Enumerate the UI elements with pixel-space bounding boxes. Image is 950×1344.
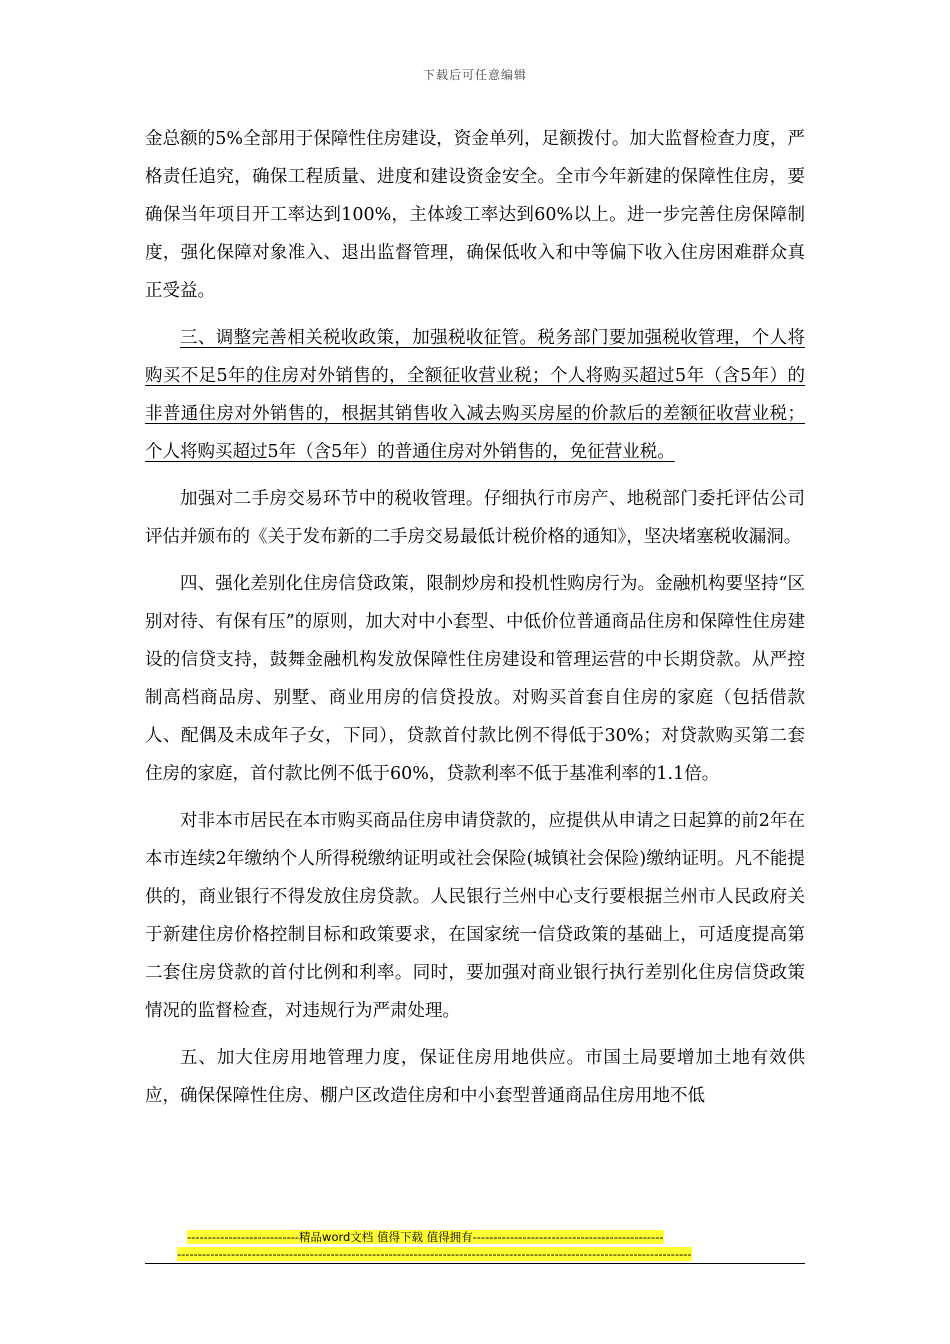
paragraph-section-four-credit-policy: 四、强化差别化住房信贷政策，限制炒房和投机性购房行为。金融机构要坚持“区别对待、有保有压”的原则，加大对中小套型、中低价位普通商品住房和保障性住房建设的信贷支持，鼓舞金融机构发放保障性住房建设和管理运营的中长期贷款。从严控制高档商品房、别墅、商业用房的信贷投放。对购买首套自住房的家庭（包括借款人、配偶及未成年子女，下同），贷款首付款比例不得低于30%；对贷款购买第二套住房的家庭，首付款比例不低于60%，贷款利率不低于基准利率的1.1倍。 bbox=[145, 574, 805, 784]
page-header: 下载后可任意编辑 bbox=[422, 68, 527, 82]
paragraph-section-three-tax-policy: 三、调整完善相关税收政策，加强税收征管。税务部门要加强税收管理，个人将购买不足5年的住房对外销售的，全额征收营业税；个人将购买超过5年（含5年）的非普通住房对外销售的，根据其销售收入减去购买房屋的价款后的差额征收营业税；个人将购买超过5年（含5年）的普通住房对外销售的，免征营业税。 bbox=[145, 328, 805, 462]
footer-banner-line-1 bbox=[187, 1229, 807, 1246]
footer-banner bbox=[145, 1229, 805, 1263]
footer-banner-text-1: ---------------------------精品word文档 值得下载 值得拥有---------------------------------------------- bbox=[187, 1230, 664, 1244]
paragraph-second-hand-housing-tax: 加强对二手房交易环节中的税收管理。仔细执行市房产、地税部门委托评估公司评估并颁布的《关于发布新的二手房交易最低计税价格的通知》，坚决堵塞税收漏洞。 bbox=[145, 489, 805, 547]
paragraph-housing-funds: 金总额的5%全部用于保障性住房建设，资金单列，足额拨付。加大监督检查力度，严格责任追究，确保工程质量、进度和建设资金安全。全市今年新建的保障性住房，要确保当年项目开工率达到100%，主体竣工率达到60%以上。进一步完善住房保障制度，强化保障对象准入、退出监督管理，确保低收入和中等偏下收入住房困难群众真正受益。 bbox=[145, 129, 805, 301]
paragraph-non-resident-loans: 对非本市居民在本市购买商品住房申请贷款的，应提供从申请之日起算的前2年在本市连续2年缴纳个人所得税缴纳证明或社会保险(城镇社会保险)缴纳证明。凡不能提供的，商业银行不得发放住房贷款。人民银行兰州中心支行要根据兰州市人民政府关于新建住房价格控制目标和政策要求，在国家统一信贷政策的基础上，可适度提高第二套住房贷款的首付比例和利率。同时，要加强对商业银行执行差别化住房信贷政策情况的监督检查，对违规行为严肃处理。 bbox=[145, 811, 805, 1021]
footer-banner-line-2 bbox=[177, 1246, 777, 1263]
paragraph-section-five-land-supply: 五、加大住房用地管理力度，保证住房用地供应。市国土局要增加土地有效供应，确保保障性住房、棚户区改造住房和中小套型普通商品住房用地不低 bbox=[145, 1048, 805, 1106]
footer-divider bbox=[145, 1263, 805, 1264]
document-body bbox=[145, 120, 805, 1124]
footer-banner-text-2: ---------------------------------------------------------------------------------------------------------------------------- bbox=[177, 1247, 692, 1261]
